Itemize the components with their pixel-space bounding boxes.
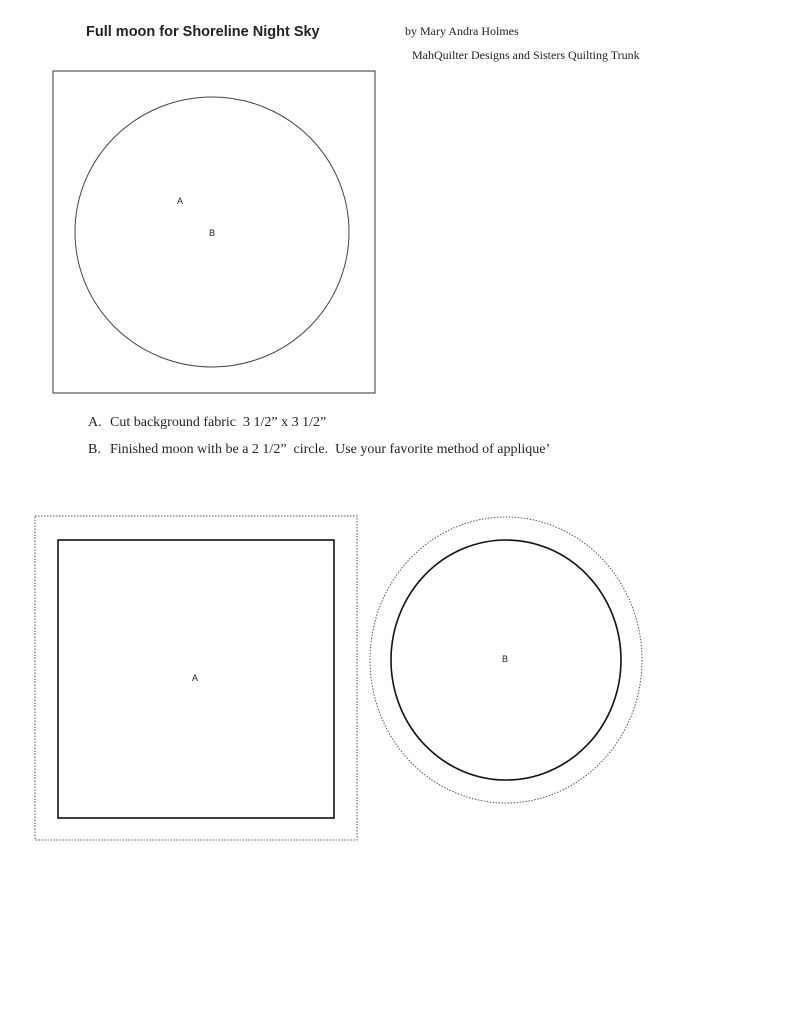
- instruction-a-marker: A.: [88, 415, 102, 430]
- template-label-a: A: [192, 673, 199, 683]
- diagram-label-a: A: [177, 196, 184, 206]
- instruction-b-marker: B.: [88, 442, 101, 457]
- instruction-a-text: Cut background fabric 3 1/2” x 3 1/2”: [110, 415, 327, 430]
- instruction-b: [88, 442, 550, 458]
- instruction-b-text: Finished moon with be a 2 1/2” circle. Use your favorite method of applique’: [110, 442, 551, 457]
- template-label-b: B: [502, 654, 509, 664]
- diagram-label-b: B: [209, 228, 216, 238]
- author-byline: by Mary Andra Holmes: [405, 24, 519, 38]
- instruction-a: [88, 415, 326, 431]
- publisher-line: MahQuilter Designs and Sisters Quilting Trunk: [412, 48, 640, 62]
- page-title: Full moon for Shoreline Night Sky: [86, 24, 320, 40]
